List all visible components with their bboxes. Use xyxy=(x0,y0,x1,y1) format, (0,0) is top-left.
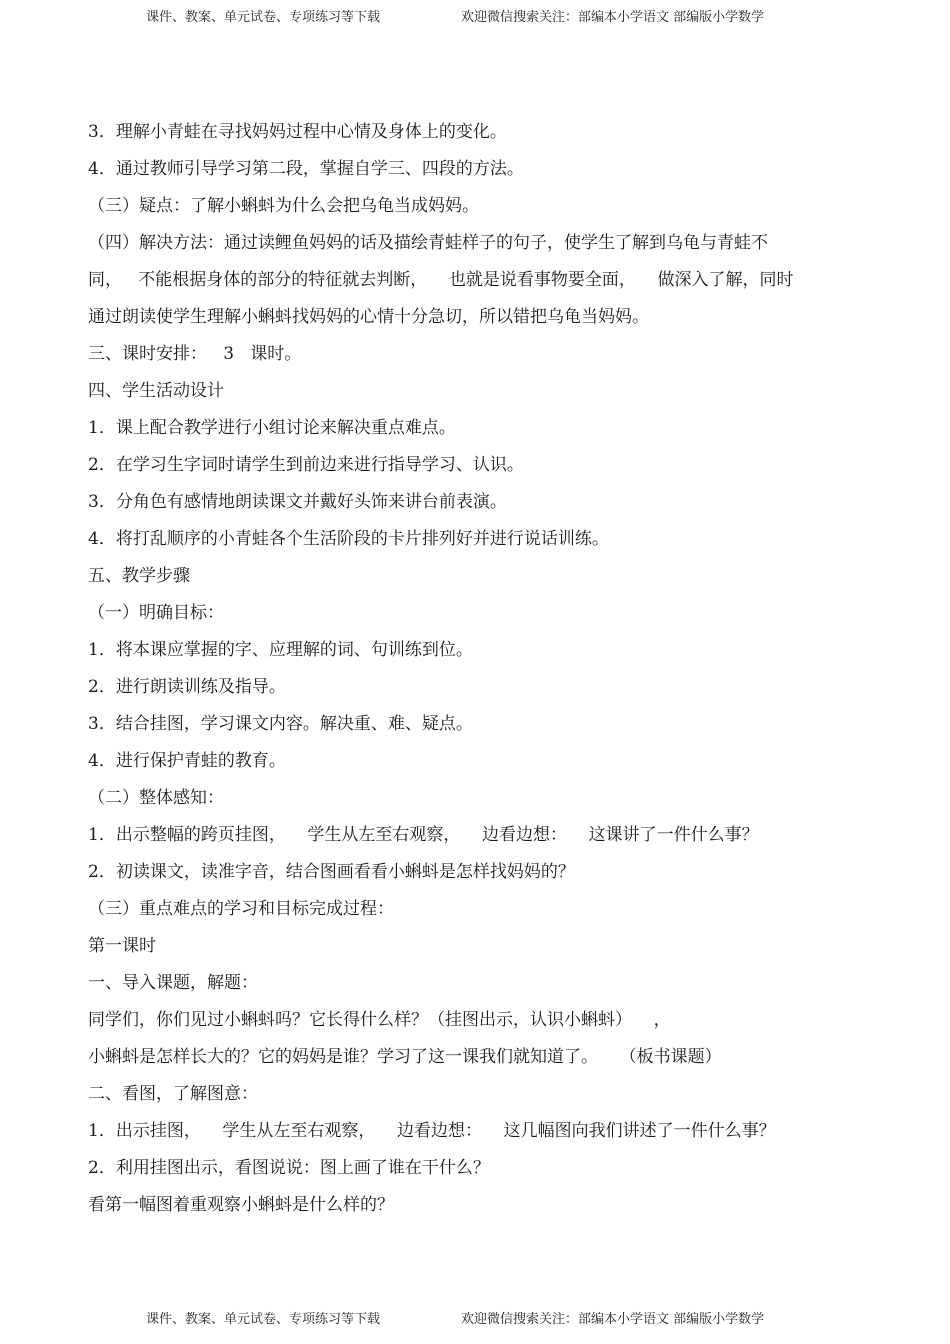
body-line: 1．出示整幅的跨页挂图， 学生从左至右观察， 边看边想： 这课讲了一件什么事？ xyxy=(88,825,759,845)
body-line: 1．出示挂图， 学生从左至右观察， 边看边想： 这几幅图向我们讲述了一件什么事？ xyxy=(88,1121,776,1141)
section-heading: 二、看图，了解图意： xyxy=(88,1084,258,1104)
body-line: （三）疑点：了解小蝌蚪为什么会把乌龟当成妈妈。 xyxy=(88,196,479,216)
subsection-heading: （三）重点难点的学习和目标完成过程： xyxy=(88,899,394,919)
body-line: 看第一幅图着重观察小蝌蚪是什么样的？ xyxy=(88,1195,394,1215)
page-footer xyxy=(0,1308,950,1328)
body-line: 2．在学习生字词时请学生到前边来进行指导学习、认识。 xyxy=(88,455,524,475)
section-heading: 四、学生活动设计 xyxy=(88,381,224,401)
body-line: 3．分角色有感情地朗读课文并戴好头饰来讲台前表演。 xyxy=(88,492,507,512)
subsection-heading: （二）整体感知： xyxy=(88,788,224,808)
footer-left-text: 课件、教案、单元试卷、专项练习等下载 xyxy=(146,1312,381,1327)
body-line: 2．利用挂图出示，看图说说：图上画了谁在干什么？ xyxy=(88,1158,490,1178)
header-right-text: 欢迎微信搜索关注：部编本小学语文 部编版小学数学 xyxy=(461,10,765,25)
body-line: 4．通过教师引导学习第二段，掌握自学三、四段的方法。 xyxy=(88,159,524,179)
page-header xyxy=(0,6,950,26)
lesson-heading: 第一课时 xyxy=(88,936,156,956)
footer-right-text: 欢迎微信搜索关注：部编本小学语文 部编版小学数学 xyxy=(461,1312,765,1327)
body-line: 1．将本课应掌握的字、应理解的词、句训练到位。 xyxy=(88,640,473,660)
body-line: 4．进行保护青蛙的教育。 xyxy=(88,751,286,771)
body-line: 2．进行朗读训练及指导。 xyxy=(88,677,286,697)
body-line: 三、课时安排： 3 课时。 xyxy=(88,344,302,364)
body-line: 3．结合挂图，学习课文内容。解决重、难、疑点。 xyxy=(88,714,473,734)
body-line: 4．将打乱顺序的小青蛙各个生活阶段的卡片排列好并进行说话训练。 xyxy=(88,529,609,549)
body-line: 1．课上配合教学进行小组讨论来解决重点难点。 xyxy=(88,418,456,438)
subsection-heading: （一）明确目标： xyxy=(88,603,224,623)
section-heading: 一、导入课题，解题： xyxy=(88,973,258,993)
section-heading: 五、教学步骤 xyxy=(88,566,190,586)
body-line: 通过朗读使学生理解小蝌蚪找妈妈的心情十分急切，所以错把乌龟当妈妈。 xyxy=(88,307,649,327)
body-line: 3．理解小青蛙在寻找妈妈过程中心情及身体上的变化。 xyxy=(88,122,507,142)
body-line: 小蝌蚪是怎样长大的？它的妈妈是谁？学习了这一课我们就知道了。 （板书课题） xyxy=(88,1047,722,1067)
body-line: 同， 不能根据身体的部分的特征就去判断， 也就是说看事物要全面， 做深入了解，同时 xyxy=(88,270,794,290)
body-line: 同学们，你们见过小蝌蚪吗？它长得什么样？（挂图出示，认识小蝌蚪） ， xyxy=(88,1010,671,1030)
body-line: （四）解决方法：通过读鲤鱼妈妈的话及描绘青蛙样子的句子，使学生了解到乌龟与青蛙不 xyxy=(88,233,768,253)
body-line: 2．初读课文，读准字音，结合图画看看小蝌蚪是怎样找妈妈的？ xyxy=(88,862,575,882)
header-left-text: 课件、教案、单元试卷、专项练习等下载 xyxy=(146,10,381,25)
document-body xyxy=(88,120,878,1230)
